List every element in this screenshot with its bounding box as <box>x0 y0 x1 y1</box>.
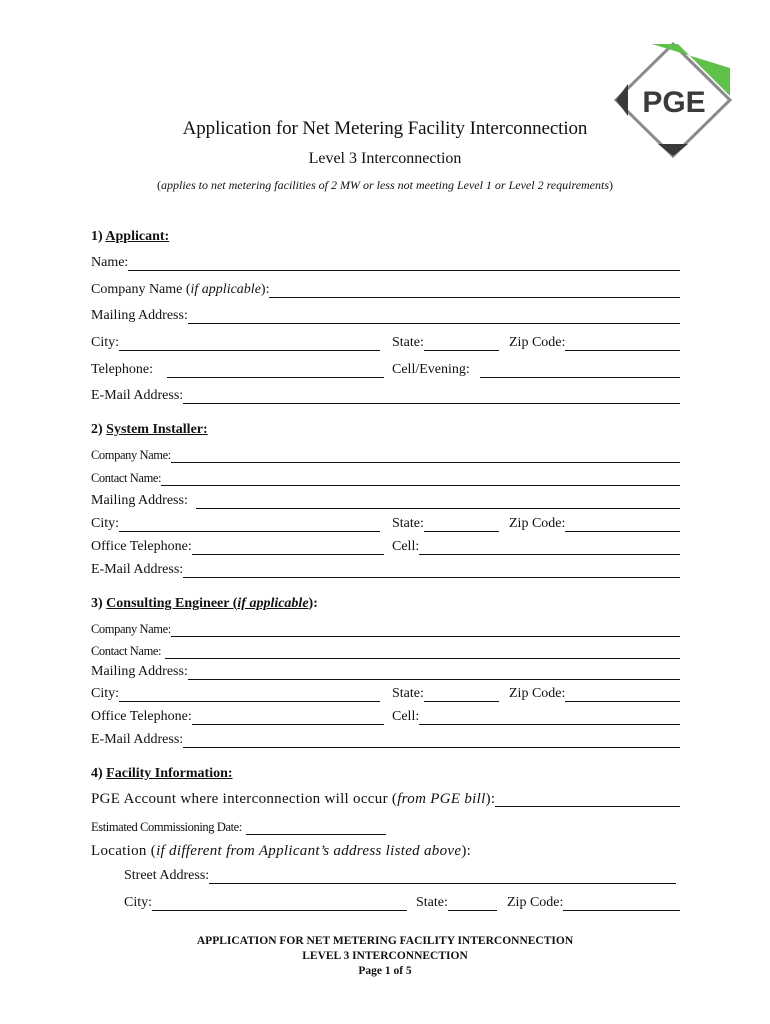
engineer-office-telephone-field[interactable]: Office Telephone: <box>91 709 384 725</box>
installer-contact-field[interactable]: Contact Name: <box>91 468 680 486</box>
installer-city-field[interactable]: City: <box>91 516 380 532</box>
applicant-state-field[interactable]: State: <box>392 335 499 351</box>
applicant-email-field[interactable]: E-Mail Address: <box>91 386 680 404</box>
applicability-note: (applies to net metering facilities of 2 MW or less not meeting Level 1 or Level 2 requirements) <box>156 178 614 192</box>
page-number: Page 1 of 5 <box>358 965 412 977</box>
applicant-telephone-field[interactable]: Telephone: <box>91 362 384 378</box>
applicant-zip-field[interactable]: Zip Code: <box>509 335 680 351</box>
applicant-city-field[interactable]: City: <box>91 335 380 351</box>
section-facility-heading: 4) Facility Information: <box>91 766 233 781</box>
engineer-company-field[interactable]: Company Name: <box>91 619 680 637</box>
facility-zip-field[interactable]: Zip Code: <box>507 895 680 911</box>
section-installer-heading: 2) System Installer: <box>91 422 208 437</box>
installer-zip-field[interactable]: Zip Code: <box>509 516 680 532</box>
applicant-mailing-field[interactable]: Mailing Address: <box>91 306 680 324</box>
installer-email-field[interactable]: E-Mail Address: <box>91 560 680 578</box>
footer <box>0 934 770 979</box>
facility-city-field[interactable]: City: <box>124 895 407 911</box>
engineer-state-field[interactable]: State: <box>392 686 499 702</box>
footer-line-2: LEVEL 3 INTERCONNECTION <box>302 950 468 962</box>
page-subtitle: Level 3 Interconnection <box>308 150 462 167</box>
engineer-email-field[interactable]: E-Mail Address: <box>91 730 680 748</box>
page-title: Application for Net Metering Facility Interconnection <box>182 118 588 139</box>
engineer-mailing-field[interactable]: Mailing Address: <box>91 662 680 680</box>
engineer-cell-field[interactable]: Cell: <box>392 709 680 725</box>
installer-office-telephone-field[interactable]: Office Telephone: <box>91 539 384 555</box>
facility-location-label: Location (if different from Applicant’s address listed above): <box>91 843 472 859</box>
applicant-name-field[interactable]: Name: <box>91 253 680 271</box>
engineer-contact-field[interactable]: Contact Name: <box>91 641 680 659</box>
facility-commissioning-date-field[interactable]: Estimated Commissioning Date: <box>91 817 386 835</box>
engineer-zip-field[interactable]: Zip Code: <box>509 686 680 702</box>
section-engineer-heading: 3) Consulting Engineer (if applicable): <box>91 596 318 611</box>
applicant-company-field[interactable]: Company Name (if applicable): <box>91 280 680 298</box>
footer-line-1: APPLICATION FOR NET METERING FACILITY INTERCONNECTION <box>196 935 574 947</box>
facility-state-field[interactable]: State: <box>416 895 497 911</box>
installer-cell-field[interactable]: Cell: <box>392 539 680 555</box>
section-applicant-heading: 1) Applicant: <box>91 229 170 244</box>
installer-mailing-field[interactable]: Mailing Address: <box>91 491 680 509</box>
facility-account-field[interactable]: PGE Account where interconnection will occur (from PGE bill): <box>91 789 680 807</box>
applicant-cell-field[interactable]: Cell/Evening: <box>392 362 680 378</box>
installer-company-field[interactable]: Company Name: <box>91 445 680 463</box>
installer-state-field[interactable]: State: <box>392 516 499 532</box>
facility-street-field[interactable]: Street Address: <box>124 866 676 884</box>
pge-logo <box>612 40 734 160</box>
engineer-city-field[interactable]: City: <box>91 686 380 702</box>
logo-text: PGE <box>642 86 706 119</box>
